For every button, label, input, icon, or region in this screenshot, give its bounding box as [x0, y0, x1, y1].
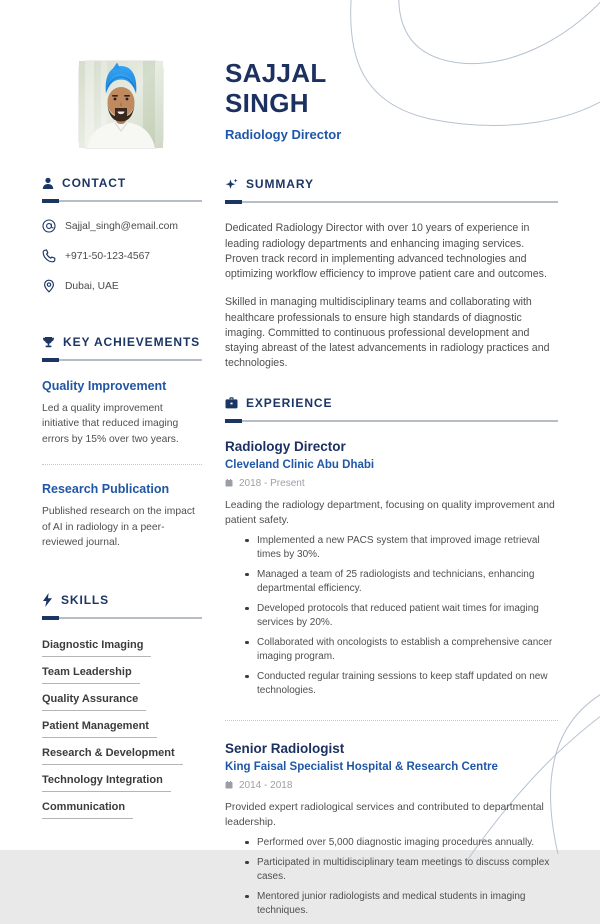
- achievements-heading: [42, 335, 202, 349]
- job-dates: [225, 780, 558, 791]
- dotted-divider: [225, 720, 558, 721]
- contact-phone-row: [42, 249, 202, 263]
- briefcase-icon: [225, 397, 238, 409]
- job-dates-label: 2018 - Present: [239, 477, 305, 489]
- phone-icon: [42, 249, 56, 263]
- contact-location-row: [42, 279, 202, 293]
- person-title: Radiology Director: [225, 127, 342, 143]
- achievement-description: Led a quality improvement initiative that reduced imaging errors by 15% over two years.: [42, 403, 179, 445]
- experience-heading-label: EXPERIENCE: [246, 395, 333, 410]
- contact-rule: [42, 199, 202, 203]
- experience-entry: [225, 741, 558, 918]
- achievement-item: [42, 482, 202, 550]
- achievements-heading-label: KEY ACHIEVEMENTS: [63, 335, 201, 349]
- job-bullet: Participated in multidisciplinary team meetings to discuss complex cases.: [245, 856, 558, 884]
- achievements-rule: [42, 358, 202, 362]
- skill-item: Patient Management: [42, 720, 157, 738]
- contact-email-row: [42, 219, 202, 233]
- job-title: Radiology Director: [225, 438, 346, 454]
- contact-heading: [42, 176, 202, 190]
- achievement-title: Quality Improvement: [42, 379, 167, 393]
- job-dates: [225, 478, 558, 489]
- job-bullet: Collaborated with oncologists to establish a comprehensive cancer imaging program.: [245, 636, 558, 664]
- job-description: Leading the radiology department, focusing on quality improvement and patient safety.: [225, 499, 555, 526]
- job-dates-label: 2014 - 2018: [239, 779, 293, 791]
- skills-rule: [42, 616, 202, 620]
- job-bullet: Performed over 5,000 diagnostic imaging procedures annually.: [245, 836, 558, 850]
- skill-item: Research & Development: [42, 747, 183, 765]
- person-name: [225, 58, 558, 118]
- experience-heading: [225, 396, 558, 410]
- sparkle-icon: [225, 178, 238, 191]
- job-bullet: Mentored junior radiologists and medical students in imaging techniques.: [245, 890, 558, 918]
- last-name: SINGH: [225, 88, 309, 119]
- job-company: King Faisal Specialist Hospital & Research Centre: [225, 760, 498, 773]
- skill-item: Quality Assurance: [42, 693, 146, 711]
- calendar-icon: [225, 479, 233, 487]
- experience-section: [225, 396, 558, 918]
- job-bullet: Implemented a new PACS system that improved image retrieval times by 30%.: [245, 534, 558, 562]
- email-icon: [42, 219, 56, 233]
- skills-heading-label: SKILLS: [61, 592, 110, 607]
- contact-heading-label: CONTACT: [62, 176, 127, 190]
- experience-entry: [225, 439, 558, 698]
- phone-value: +971-50-123-4567: [65, 250, 151, 262]
- skill-item: Diagnostic Imaging: [42, 639, 151, 657]
- profile-photo: [78, 60, 164, 149]
- skill-item: Team Leadership: [42, 666, 140, 684]
- achievement-item: [42, 379, 202, 447]
- job-bullet: Developed protocols that reduced patient wait times for imaging services by 20%.: [245, 602, 558, 630]
- achievements-section: [42, 335, 202, 551]
- bolt-icon: [42, 593, 53, 607]
- summary-paragraph: Dedicated Radiology Director with over 10 years of experience in leading radiology departments and enhancing imaging services. Proven track record in implementing advanced technologies and optimizing workflow efficiency to improve patient care and outcomes.: [225, 222, 547, 281]
- trophy-icon: [42, 336, 55, 349]
- achievement-title: Research Publication: [42, 482, 170, 497]
- job-description: Provided expert radiological services and contributed to departmental leadership.: [225, 801, 544, 828]
- summary-heading: [225, 177, 558, 191]
- location-value: Dubai, UAE: [65, 280, 119, 292]
- job-company: Cleveland Clinic Abu Dhabi: [225, 458, 375, 471]
- user-icon: [42, 177, 54, 190]
- summary-rule: [225, 200, 558, 204]
- job-bullet-list: [225, 534, 558, 698]
- contact-list: [42, 219, 202, 293]
- skill-list: [42, 639, 202, 819]
- sidebar: [42, 60, 202, 828]
- email-value: Sajjal_singh@email.com: [65, 220, 178, 232]
- job-bullet-list: [225, 836, 558, 918]
- dotted-divider: [42, 464, 202, 465]
- skills-heading: [42, 593, 202, 607]
- achievement-description: Published research on the impact of AI in radiology in a peer-reviewed journal.: [42, 506, 195, 549]
- location-icon: [42, 279, 56, 293]
- summary-heading-label: SUMMARY: [246, 177, 314, 192]
- summary-text: [225, 221, 558, 371]
- calendar-icon: [225, 781, 233, 789]
- experience-rule: [225, 419, 558, 423]
- summary-section: [225, 177, 558, 371]
- job-title: Senior Radiologist: [225, 740, 345, 756]
- contact-section: [42, 176, 202, 293]
- summary-paragraph: Skilled in managing multidisciplinary teams and collaborating with healthcare professionals to ensure high standards of diagnostic imaging. Committed to continuous professional development and staying abreast of the latest advancements in radiology practices and technologies.: [225, 296, 550, 370]
- job-bullet: Managed a team of 25 radiologists and technicians, enhancing departmental efficiency.: [245, 568, 558, 596]
- skill-item: Technology Integration: [42, 774, 171, 792]
- main-column: [225, 58, 558, 924]
- first-name: SAJJAL: [225, 58, 327, 88]
- skills-section: [42, 593, 202, 819]
- job-bullet: Conducted regular training sessions to keep staff updated on new technologies.: [245, 670, 558, 698]
- skill-item: Communication: [42, 801, 133, 819]
